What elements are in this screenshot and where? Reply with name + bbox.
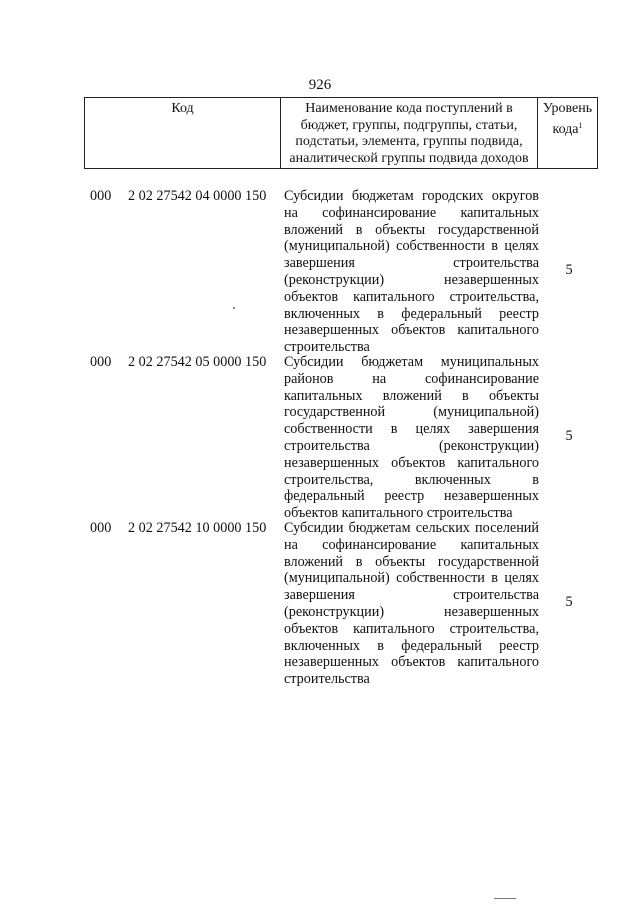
header-name: Наименование кода поступлений в бюджет, группы, подгруппы, статьи, подстатьи, элемента, группы подвида, аналитической группы подвида доходов — [281, 98, 538, 168]
table-row — [90, 520, 600, 688]
row-prefix: 000 — [90, 520, 112, 536]
row-description: Субсидии бюджетам городских округов на софинансирование капитальных вложений в объекты государственной (муниципальной) собственности в целях завершения строительства (реконструкции) незавершенных объектов капитального строительства, включенных в федеральный реестр незавершенных объектов капитального строительства — [284, 188, 539, 356]
row-code: 2 02 27542 10 0000 150 — [128, 520, 267, 536]
header-code: Код — [85, 98, 281, 168]
row-prefix: 000 — [90, 188, 112, 204]
scan-mark — [494, 898, 516, 899]
header-level — [538, 98, 597, 168]
header-level-label: Уровень кода — [542, 101, 593, 137]
row-code: 2 02 27542 05 0000 150 — [128, 354, 267, 370]
row-prefix: 000 — [90, 354, 112, 370]
header-level-footnote: 1 — [578, 120, 583, 130]
row-description: Субсидии бюджетам сельских поселений на софинансирование капитальных вложений в объекты государственной (муниципальной) собственности в целях завершения строительства (реконструкции) незавершенных объектов капитального строительства, включенных в федеральный реестр незавершенных объектов капитального строительства — [284, 520, 539, 688]
row-code: 2 02 27542 04 0000 150 — [128, 188, 267, 204]
row-level: 5 — [565, 594, 573, 610]
table-header — [84, 97, 598, 169]
scan-speck — [233, 307, 235, 309]
page-number: 926 — [308, 77, 332, 93]
row-level: 5 — [565, 428, 573, 444]
row-level: 5 — [565, 262, 573, 278]
row-description: Субсидии бюджетам муниципальных районов на софинансирование капитальных вложений в объекты государственной (муниципальной) собственности в целях завершения строительства (реконструкции) незавершенных объектов капитального строительства, включенных в федеральный реестр незавершенных объектов капитального строительства — [284, 354, 539, 522]
table-row — [90, 354, 600, 522]
table-row — [90, 188, 600, 356]
